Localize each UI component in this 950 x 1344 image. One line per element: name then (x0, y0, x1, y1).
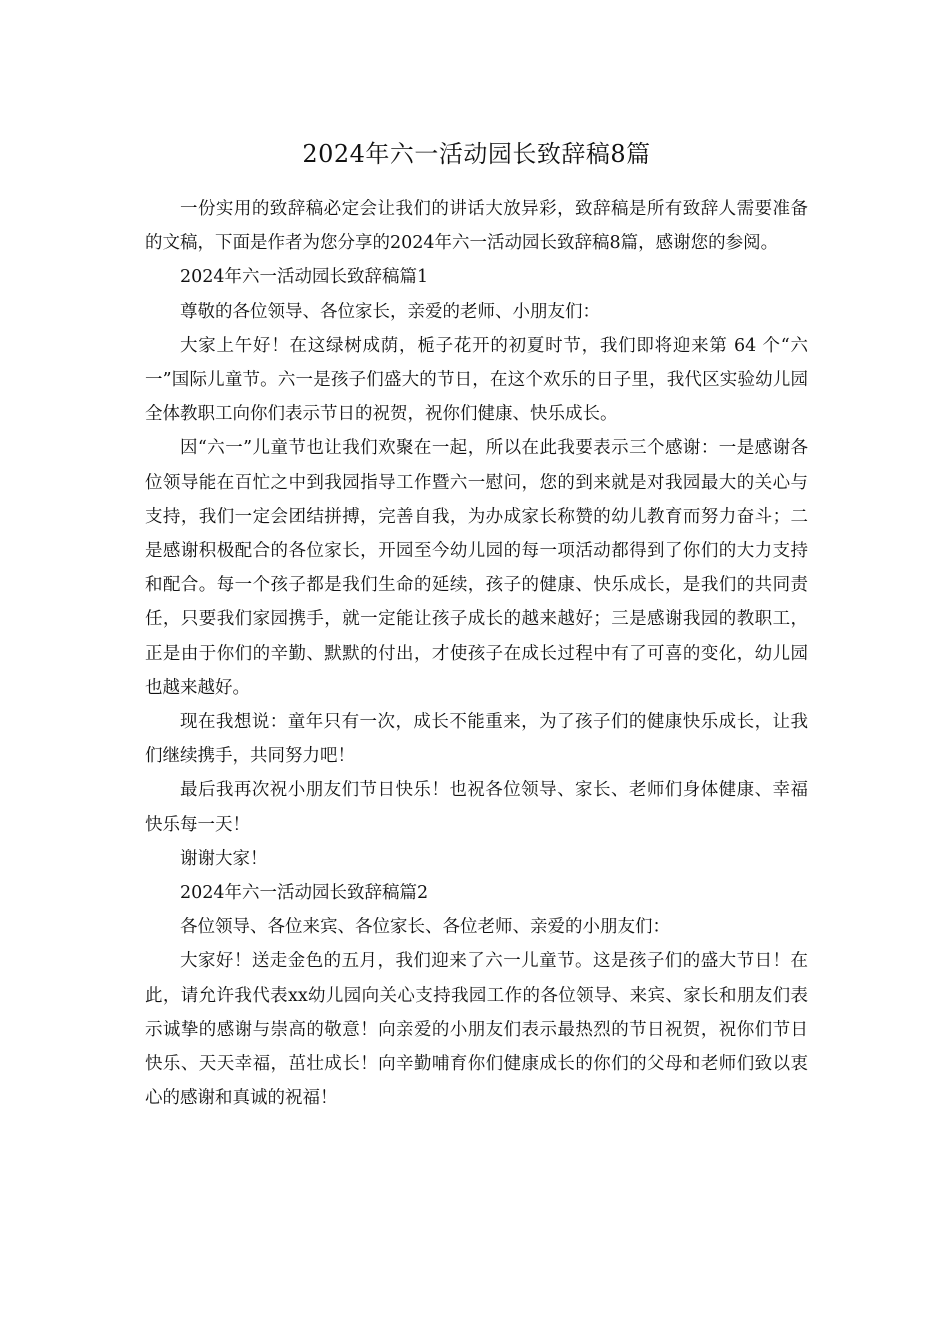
salutation-1: 尊敬的各位领导、各位家长，亲爱的老师、小朋友们： (180, 301, 600, 322)
intro-paragraph: 一份实用的致辞稿必定会让我们的讲话大放异彩，致辞稿是所有致辞人需要准备的文稿，下面是作者为您分享的2024年六一活动园长致辞稿8篇，感谢您的参阅。 (145, 199, 808, 254)
closing-line: 谢谢大家！ (180, 848, 268, 869)
body-paragraph: 现在我想说：童年只有一次，成长不能重来，为了孩子们的健康快乐成长，让我们继续携手，共同努力吧！ (145, 712, 808, 767)
body-paragraph: 因“六一”儿童节也让我们欢聚在一起，所以在此我要表示三个感谢：一是感谢各位领导能在百忙之中到我园指导工作暨六一慰问，您的到来就是对我园最大的关心与支持，我们一定会团结拼搏，完善自我，为办成家长称赞的幼儿教育而努力奋斗；二是感谢积极配合的各位家长，开园至今幼儿园的每一项活动都得到了你们的大力支持和配合。每一个孩子都是我们生命的延续，孩子的健康、快乐成长，是我们的共同责任，只要我们家园携手，就一定能让孩子成长的越来越好；三是感谢我园的教职工，正是由于你们的辛勤、默默的付出，才使孩子在成长过程中有了可喜的变化，幼儿园也越来越好。 (145, 438, 808, 698)
salutation-2: 各位领导、各位来宾、各位家长、各位老师、亲爱的小朋友们： (180, 917, 670, 938)
document-title: 2024年六一活动园长致辞稿8篇 (302, 140, 651, 168)
body-paragraph: 大家上午好！在这绿树成荫，栀子花开的初夏时节，我们即将迎来第 64 个“六一”国际儿童节。六一是孩子们盛大的节日，在这个欢乐的日子里，我代区实验幼儿园全体教职工向你们表示节日的祝贺，祝你们健康、快乐成长。 (145, 335, 808, 425)
section-heading-2: 2024年六一活动园长致辞稿篇2 (180, 883, 429, 904)
body-paragraph: 最后我再次祝小朋友们节日快乐！也祝各位领导、家长、老师们身体健康、幸福快乐每一天！ (145, 780, 808, 835)
section-heading-1: 2024年六一活动园长致辞稿篇1 (180, 267, 429, 288)
body-paragraph: 大家好！送走金色的五月，我们迎来了六一儿童节。这是孩子们的盛大节日！在此，请允许我代表xx幼儿园向关心支持我园工作的各位领导、来宾、家长和朋友们表示诚挚的感谢与崇高的敬意！向亲爱的小朋友们表示最热烈的节日祝贺，祝你们节日快乐、天天幸福，茁壮成长！向辛勤哺育你们健康成长的你们的父母和老师们致以衷心的感谢和真诚的祝福！ (145, 951, 808, 1109)
